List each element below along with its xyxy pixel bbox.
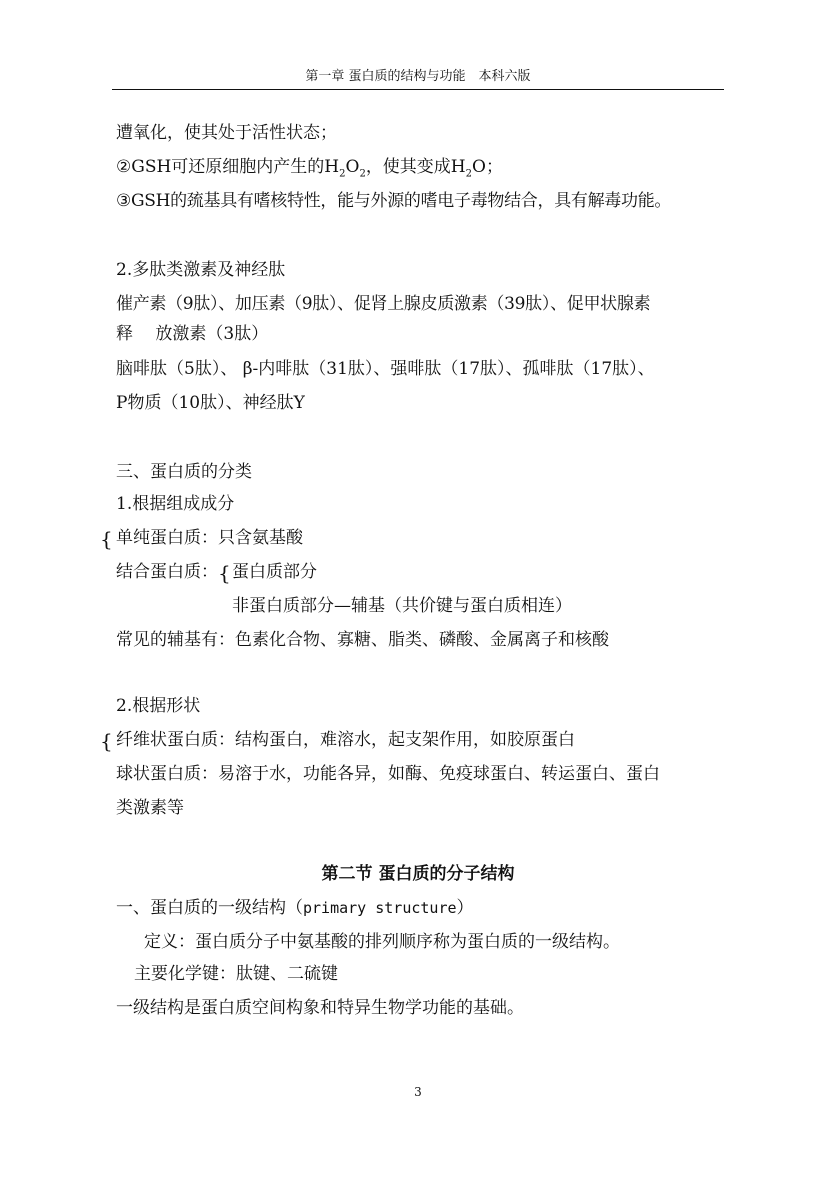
primary-structure-basis: 一级结构是蛋白质空间构象和特异生物学功能的基础。 (116, 998, 524, 1018)
globular-protein-line-2: 类激素等 (116, 798, 184, 818)
peptides-line-4: P物质（10肽）、神经肽Y (116, 393, 305, 413)
running-header: 第一章 蛋白质的结构与功能 本科六版 (305, 69, 531, 84)
common-prosthetic-groups: 常见的辅基有：色素化合物、寡糖、脂类、磷酸、金属离子和核酸 (116, 630, 609, 650)
gsh-line-1: 遭氧化，使其处于活性状态； (116, 123, 337, 143)
header-rule (112, 89, 724, 90)
simple-protein: 单纯蛋白质：只含氨基酸 (116, 528, 303, 548)
by-shape-heading: 2.根据形状 (116, 696, 201, 716)
gsh-line-3: ③GSH的巯基具有嗜核特性，能与外源的嗜电子毒物结合，具有解毒功能。 (116, 191, 672, 211)
peptides-line-2: 释 放激素（3肽） (116, 324, 269, 344)
by-composition-heading: 1.根据组成成分 (116, 494, 235, 514)
brace-icon: { (100, 729, 113, 753)
main-bonds: 主要化学键：肽键、二硫键 (134, 964, 338, 984)
definition: 定义：蛋白质分子中氨基酸的排列顺序称为蛋白质的一级结构。 (144, 932, 620, 952)
peptides-line-3: 脑啡肽（5肽）、 β-内啡肽（31肽）、强啡肽（17肽）、孤啡肽（17肽）、 (116, 359, 655, 379)
brace-icon: { (100, 527, 113, 551)
nonprotein-part: 非蛋白质部分—辅基（共价键与蛋白质相连） (232, 596, 572, 616)
primary-structure-heading: 一、蛋白质的一级结构（primary structure） (116, 898, 474, 918)
fibrous-protein: 纤维状蛋白质：结构蛋白，难溶水，起支架作用，如胶原蛋白 (116, 730, 575, 750)
peptides-line-1: 催产素（9肽）、加压素（9肽）、促肾上腺皮质激素（39肽）、促甲状腺素 (116, 294, 651, 314)
gsh-line-2: ②GSH可还原细胞内产生的$H_2O_2$，使其变成$H_2O$； (116, 157, 503, 180)
peptides-heading: 2.多肽类激素及神经肽 (116, 260, 286, 280)
section-title: 第二节 蛋白质的分子结构 (321, 864, 515, 884)
page-number: 3 (414, 1085, 422, 1099)
globular-protein-line-1: 球状蛋白质：易溶于水，功能各异，如酶、免疫球蛋白、转运蛋白、蛋白 (116, 764, 660, 784)
protein-part: 蛋白质部分 (232, 562, 317, 582)
classification-heading: 三、蛋白质的分类 (116, 462, 252, 482)
brace-icon: { (218, 561, 231, 585)
conjugated-protein: 结合蛋白质： (116, 562, 218, 582)
